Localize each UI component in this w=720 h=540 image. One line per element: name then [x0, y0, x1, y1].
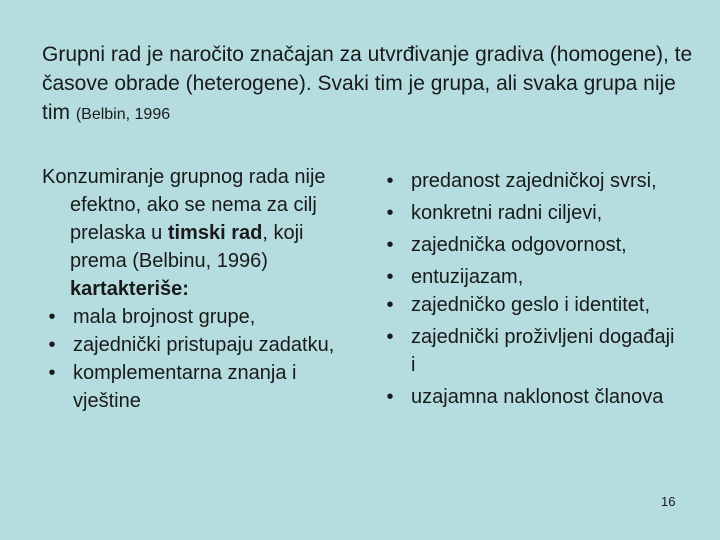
list-item: [380, 263, 680, 291]
bullet-icon: •: [386, 202, 394, 224]
left-column: [42, 163, 352, 415]
bullet-icon: •: [386, 294, 394, 316]
list-item: [42, 303, 352, 331]
bullet-icon: •: [386, 386, 394, 408]
bullet-icon: •: [48, 334, 56, 356]
list-item: [380, 323, 680, 379]
bullet-icon: •: [386, 266, 394, 288]
list-item-text: predanost zajedničkoj svrsi,: [411, 170, 657, 192]
list-item-text: zajednički proživljeni događaji i: [411, 326, 675, 376]
bullet-icon: •: [386, 234, 394, 256]
list-item: [42, 331, 352, 359]
bullet-icon: •: [48, 362, 56, 384]
list-item-text: komplementarna znanja i vještine: [73, 362, 297, 412]
left-lead-paragraph: [42, 163, 352, 303]
list-item-text: mala brojnost grupe,: [73, 306, 256, 328]
list-item-text: zajednička odgovornost,: [411, 234, 627, 256]
right-bullet-list: [380, 167, 680, 411]
intro-paragraph: [42, 40, 702, 129]
list-item: [380, 199, 680, 227]
bullet-icon: •: [386, 326, 394, 348]
list-item-text: uzajamna naklonost članova: [411, 386, 664, 408]
list-item: [380, 291, 680, 319]
lead-bold-1: timski rad: [167, 222, 263, 244]
list-item: [380, 231, 680, 259]
list-item: [380, 167, 680, 195]
right-column: [380, 167, 680, 415]
list-item: [380, 383, 680, 411]
lead-text-2: , koji prema (Belbinu, 1996): [70, 222, 304, 272]
lead-bold-2: kartakteriše:: [70, 278, 189, 300]
intro-citation: (Belbin, 1996: [75, 106, 171, 123]
list-item: [42, 359, 352, 415]
intro-text: Grupni rad je naročito značajan za utvrđivanje gradiva (homogene), te časove obrade (heterogene). Svaki tim je grupa, ali svaka grupa nije tim: [42, 43, 693, 124]
lead-text-1: Konzumiranje grupnog rada nije efektno, ako se nema za cilj prelaska u: [42, 166, 326, 244]
list-item-text: zajedničko geslo i identitet,: [411, 294, 651, 316]
list-item-text: zajednički pristupaju zadatku,: [73, 334, 335, 356]
list-item-text: konkretni radni ciljevi,: [411, 202, 603, 224]
left-bullet-list: [42, 303, 352, 415]
list-item-text: entuzijazam,: [411, 266, 524, 288]
bullet-icon: •: [386, 170, 394, 192]
page-number: 16: [661, 494, 676, 509]
bullet-icon: •: [48, 306, 56, 328]
